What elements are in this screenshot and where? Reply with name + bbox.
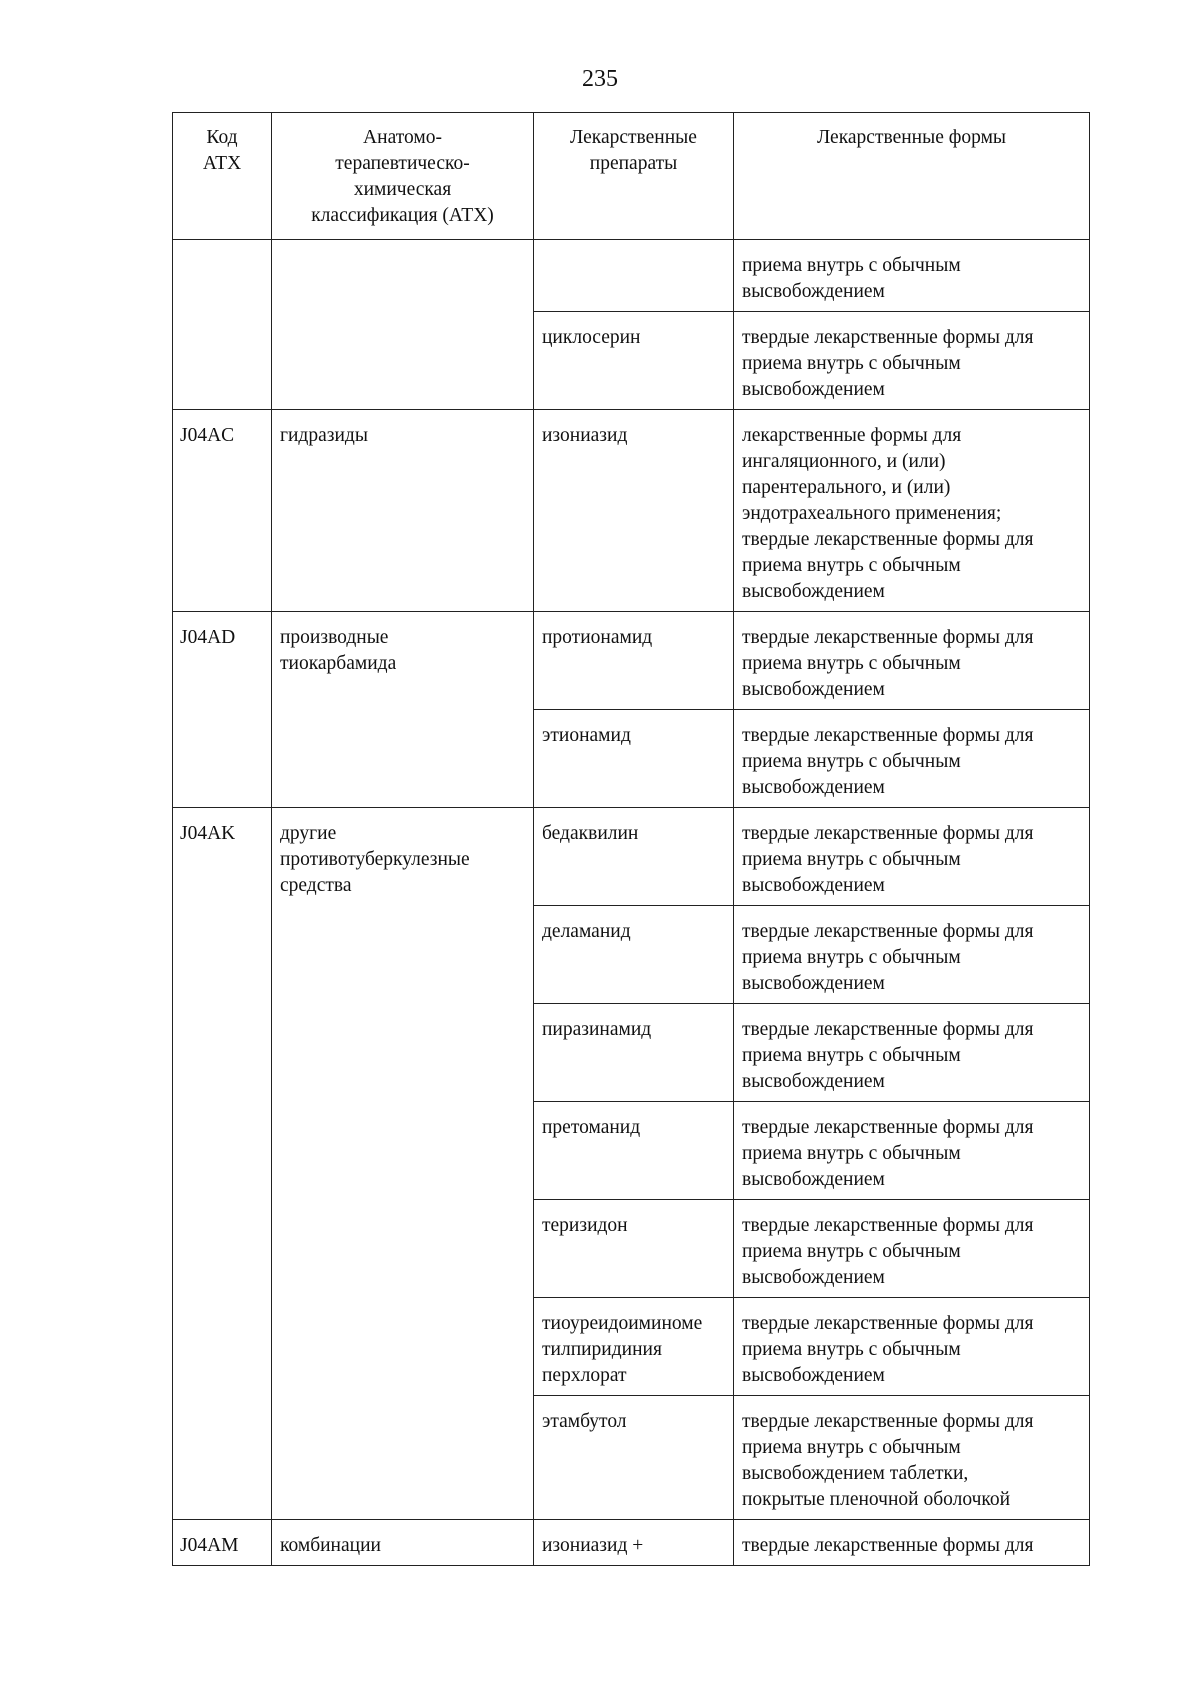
cell-forms: твердые лекарственные формы для приема внутрь с обычным высвобождением [734, 1004, 1090, 1102]
cell-forms: твердые лекарственные формы для приема внутрь с обычным высвобождением [734, 1200, 1090, 1298]
header-drugs: Лекарственные препараты [534, 113, 734, 240]
cell-drug: теризидон [534, 1200, 734, 1298]
cell-forms: твердые лекарственные формы для приема внутрь с обычным высвобождением таблетки, покрытые пленочной оболочкой [734, 1396, 1090, 1520]
cell-drug: изониазид [534, 410, 734, 612]
cell-drug: этионамид [534, 710, 734, 808]
table-row [173, 612, 1090, 710]
cell-forms: твердые лекарственные формы для приема внутрь с обычным высвобождением [734, 612, 1090, 710]
cell-classification: другие противотуберкулезные средства [272, 808, 534, 1520]
cell-forms: лекарственные формы для ингаляционного, и (или) парентерального, и (или) эндотрахеального применения; твердые лекарственные формы для приема внутрь с обычным высвобождением [734, 410, 1090, 612]
table-header-row [173, 113, 1090, 240]
cell-classification: производные тиокарбамида [272, 612, 534, 808]
cell-forms: твердые лекарственные формы для [734, 1520, 1090, 1566]
cell-forms: приема внутрь с обычным высвобождением [734, 240, 1090, 312]
table-row [173, 410, 1090, 612]
page-number: 235 [582, 66, 618, 92]
atc-drug-table [172, 112, 1090, 1566]
cell-code: J04AC [173, 410, 272, 612]
table-row [173, 240, 1090, 312]
header-code: Код АТХ [173, 113, 272, 240]
cell-drug: изониазид + [534, 1520, 734, 1566]
cell-code: J04AM [173, 1520, 272, 1566]
cell-forms: твердые лекарственные формы для приема внутрь с обычным высвобождением [734, 808, 1090, 906]
cell-classification: гидразиды [272, 410, 534, 612]
header-classification: Анатомо- терапевтическо- химическая классификация (АТХ) [272, 113, 534, 240]
cell-code: J04AK [173, 808, 272, 1520]
cell-drug [534, 240, 734, 312]
cell-classification: комбинации [272, 1520, 534, 1566]
cell-forms: твердые лекарственные формы для приема внутрь с обычным высвобождением [734, 1102, 1090, 1200]
table-row [173, 808, 1090, 906]
cell-drug: деламанид [534, 906, 734, 1004]
header-forms: Лекарственные формы [734, 113, 1090, 240]
cell-drug: протионамид [534, 612, 734, 710]
cell-drug: тиоуреидоиминоме тилпиридиния перхлорат [534, 1298, 734, 1396]
cell-classification [272, 240, 534, 410]
cell-drug: претоманид [534, 1102, 734, 1200]
cell-forms: твердые лекарственные формы для приема внутрь с обычным высвобождением [734, 710, 1090, 808]
cell-code [173, 240, 272, 410]
cell-drug: пиразинамид [534, 1004, 734, 1102]
cell-drug: этамбутол [534, 1396, 734, 1520]
cell-drug: бедаквилин [534, 808, 734, 906]
cell-forms: твердые лекарственные формы для приема внутрь с обычным высвобождением [734, 312, 1090, 410]
cell-code: J04AD [173, 612, 272, 808]
cell-drug: циклосерин [534, 312, 734, 410]
cell-forms: твердые лекарственные формы для приема внутрь с обычным высвобождением [734, 1298, 1090, 1396]
cell-forms: твердые лекарственные формы для приема внутрь с обычным высвобождением [734, 906, 1090, 1004]
table-row [173, 1520, 1090, 1566]
